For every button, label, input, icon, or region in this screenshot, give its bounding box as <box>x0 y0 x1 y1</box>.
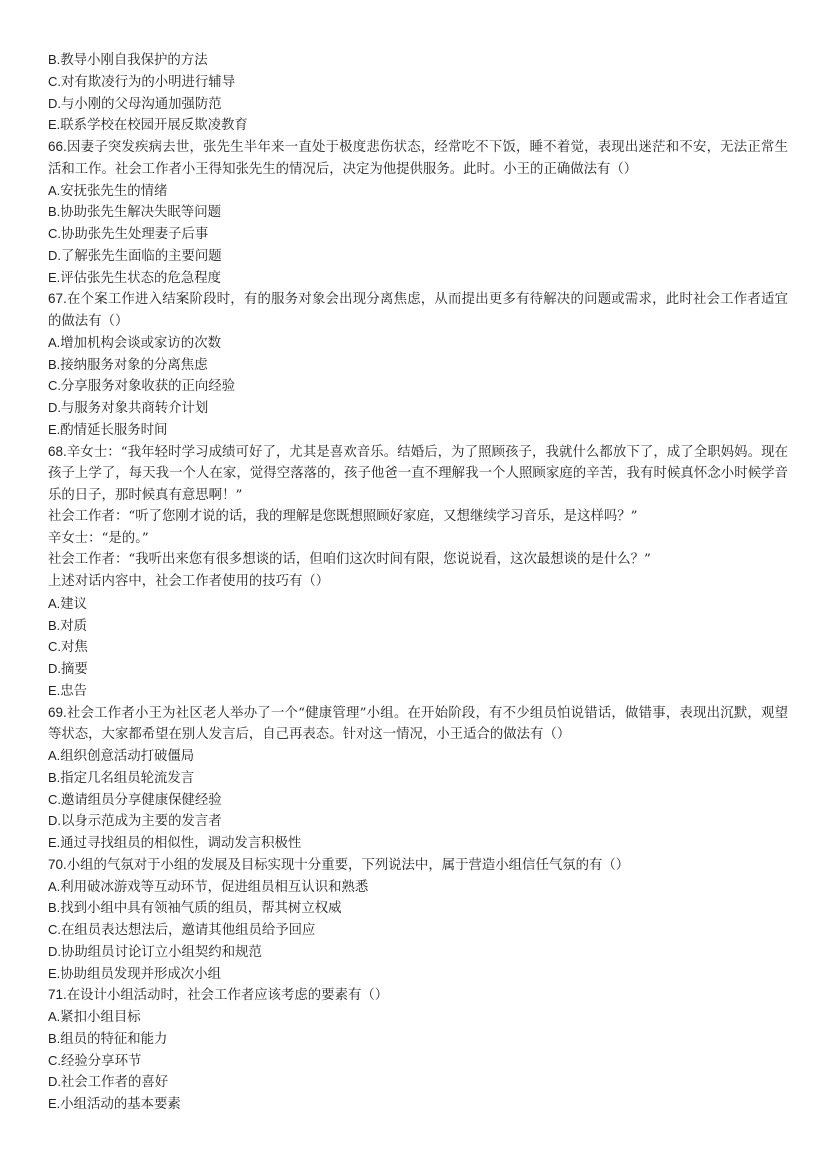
option-c: C.对焦 <box>48 639 88 656</box>
option-b: B.对质 <box>48 617 88 634</box>
question-stem: 68.辛女士：“我年轻时学习成绩可好了，尤其是喜欢音乐。结婚后，为了照顾孩子，我就什么都放下了，成了全职妈妈。现在孩子上学了，每天我一个人在家，觉得空落落的，孩子他爸一直不理解我一个人照顾家庭的辛苦，我有时候真怀念小时候学音乐的日子，那时候真有意思啊！” <box>48 443 788 503</box>
question-68 <box>48 441 788 702</box>
option-b: B.接纳服务对象的分离焦虑 <box>48 356 208 373</box>
option-e: E.联系学校在校园开展反欺凌教育 <box>48 117 248 134</box>
document-page <box>48 49 788 1115</box>
question-prompt: 上述对话内容中，社会工作者使用的技巧有（） <box>48 574 330 589</box>
option-d: D.社会工作者的喜好 <box>48 1074 169 1091</box>
option-a: A.安抚张先生的情绪 <box>48 182 168 199</box>
option-d: D.协助组员讨论订立小组契约和规范 <box>48 943 262 960</box>
question-stem: 67.在个案工作进入结案阶段时，有的服务对象会出现分离焦虑，从而提出更多有待解决的问题或需求，此时社会工作者适宜的做法有（） <box>48 291 788 329</box>
dialogue-line: 社会工作者：“听了您刚才说的话，我的理解是您既想照顾好家庭，又想继续学习音乐，是这样吗？” <box>48 508 638 524</box>
option-e: E.酌情延长服务时间 <box>48 421 168 438</box>
question-66 <box>48 136 788 288</box>
option-d: D.以身示范成为主要的发言者 <box>48 813 222 830</box>
option-d: D.摘要 <box>48 661 88 677</box>
option-b: B.找到小组中具有领袖气质的组员，帮其树立权威 <box>48 900 342 917</box>
option-a: A.增加机构会谈或家访的次数 <box>48 334 221 351</box>
question-67 <box>48 288 788 440</box>
option-b: B.教导小刚自我保护的方法 <box>48 52 208 68</box>
question-stem: 66.因妻子突发疾病去世，张先生半年来一直处于极度悲伤状态，经常吃不下饭，睡不着觉，表现出迷茫和不安，无法正常生活和工作。社会工作者小王得知张先生的情况后，决定为他提供服务。此时。小王的正确做法有（） <box>48 139 788 177</box>
option-a: A.紧扣小组目标 <box>48 1009 141 1025</box>
question-70 <box>48 854 788 985</box>
option-e: E.协助组员发现并形成次小组 <box>48 965 221 982</box>
option-d: D.了解张先生面临的主要问题 <box>48 247 222 264</box>
question-stem: 69.社会工作者小王为社区老人举办了一个“健康管理”小组。在开始阶段，有不少组员怕说错话，做错事，表现出沉默，观望等状态，大家都希望在别人发言后，自己再表态。针对这一情况，小王适合的做法有（） <box>48 704 788 743</box>
option-d: D.与小刚的父母沟通加强防范 <box>48 95 222 112</box>
option-c: C.在组员表达想法后，邀请其他组员给予回应 <box>48 922 316 938</box>
question-71 <box>48 984 788 1115</box>
option-c: C.邀请组员分享健康保健经验 <box>48 791 222 808</box>
dialogue-line: 社会工作者：“我听出来您有很多想谈的话，但咱们这次时间有限，您说说看，这次最想谈的是什么？” <box>48 552 651 568</box>
question-stem: 70.小组的气氛对于小组的发展及目标实现十分重要，下列说法中，属于营造小组信任气氛的有（） <box>48 856 630 873</box>
option-c: C.协助张先生处理妻子后事 <box>48 226 209 242</box>
option-a: A.建议 <box>48 595 88 612</box>
prev-question-options <box>48 49 788 136</box>
option-c: C.对有欺凌行为的小明进行辅导 <box>48 73 236 90</box>
question-69 <box>48 702 788 854</box>
option-e: E.小组活动的基本要素 <box>48 1096 181 1112</box>
option-e: E.忠告 <box>48 682 88 699</box>
option-e: E.通过寻找组员的相似性，调动发言积极性 <box>48 835 302 851</box>
option-c: C.分享服务对象收获的正向经验 <box>48 378 236 395</box>
option-b: B.指定几名组员轮流发言 <box>48 769 195 786</box>
option-b: B.协助张先生解决失眠等问题 <box>48 204 221 221</box>
option-a: A.组织创意活动打破僵局 <box>48 748 195 764</box>
option-e: E.评估张先生状态的危急程度 <box>48 269 221 286</box>
question-stem: 71.在设计小组活动时，社会工作者应该考虑的要素有（） <box>48 987 389 1004</box>
dialogue-line: 辛女士：“是的。” <box>48 530 149 546</box>
option-b: B.组员的特征和能力 <box>48 1030 168 1047</box>
option-c: C.经验分享环节 <box>48 1052 142 1069</box>
option-a: A.利用破冰游戏等互动环节，促进组员相互认识和熟悉 <box>48 878 369 895</box>
option-d: D.与服务对象共商转介计划 <box>48 400 209 416</box>
